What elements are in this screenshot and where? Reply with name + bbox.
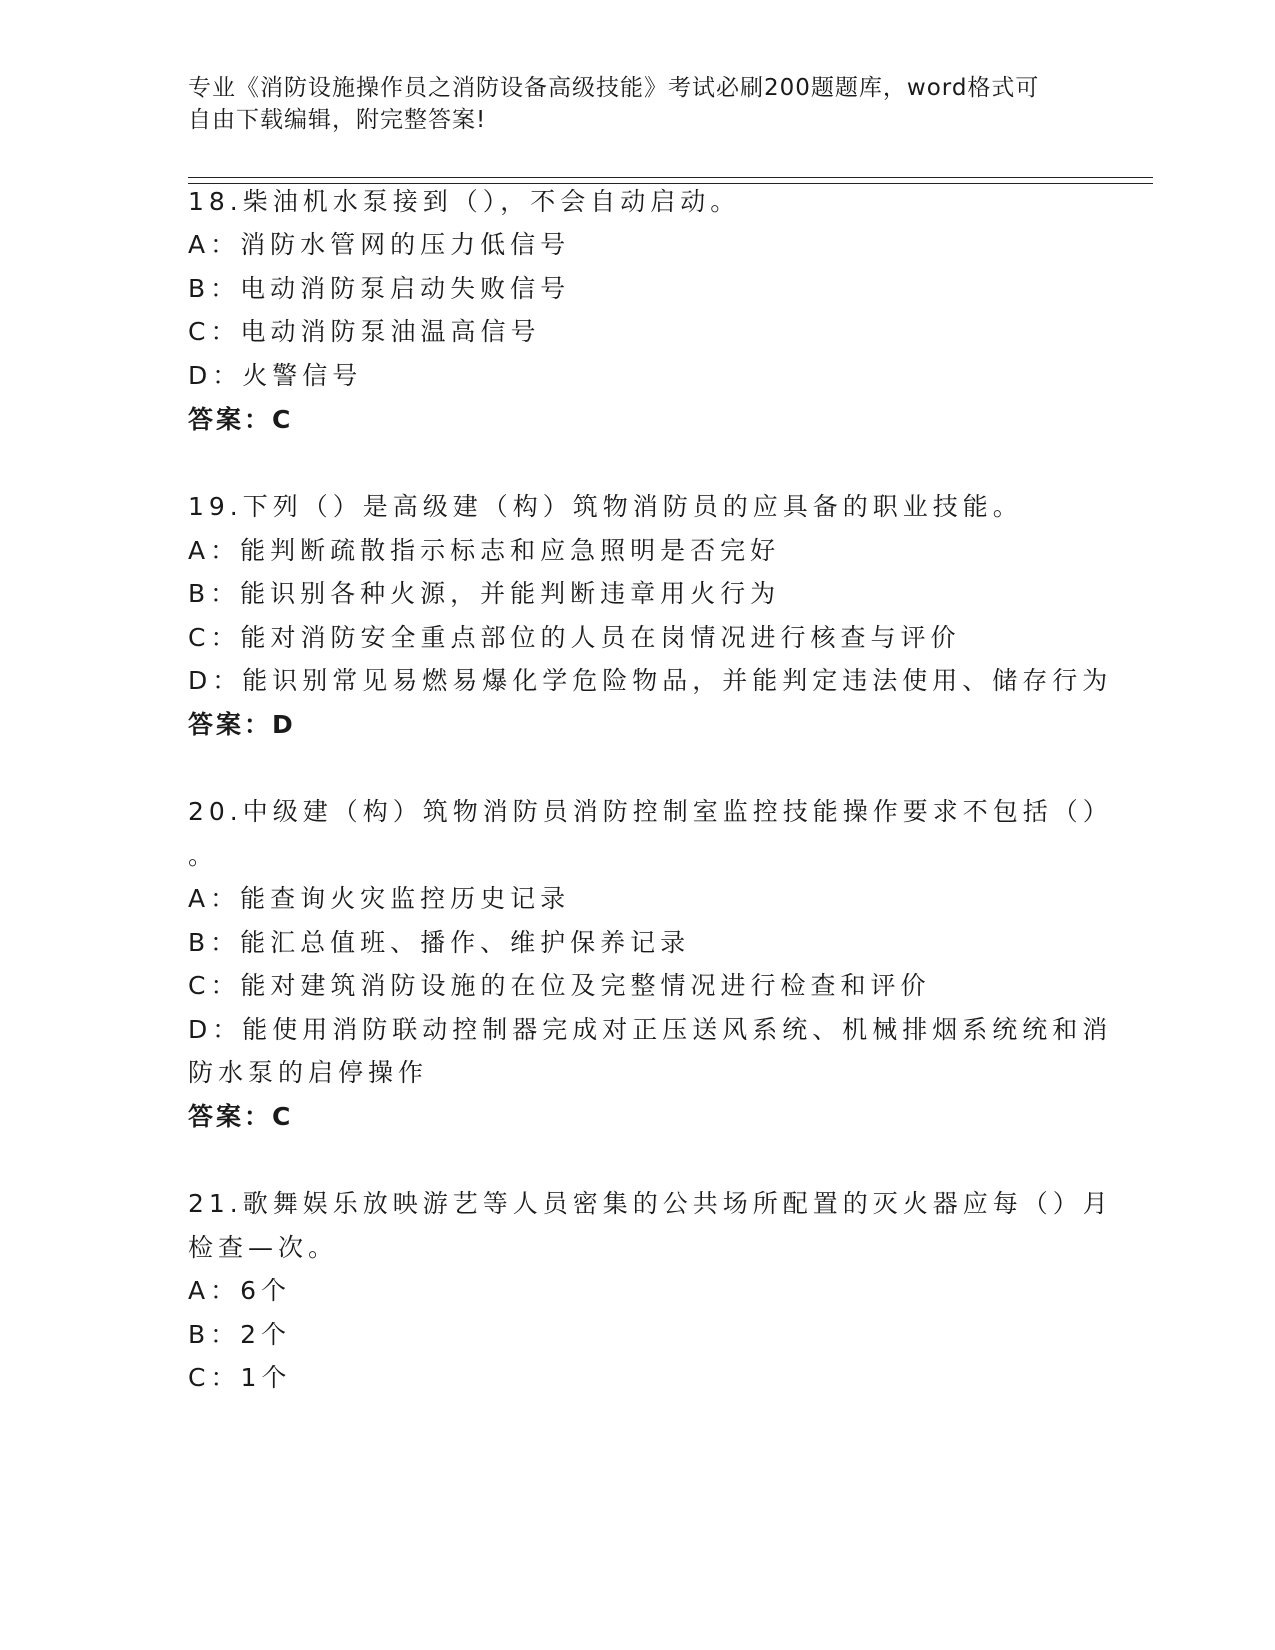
question-21-option-b: B：2个 (188, 1320, 292, 1349)
question-19-stem: 19.下列（）是高级建（构）筑物消防员的应具备的职业技能。 (188, 492, 1023, 521)
question-20-stem-continued: 。 (188, 841, 219, 870)
question-19-option-b: B：能识别各种火源，并能判断违章用火行为 (188, 579, 781, 608)
question-18-option-c: C：电动消防泵油温高信号 (188, 317, 541, 346)
question-20-option-b: B：能汇总值班、播作、维护保养记录 (188, 928, 691, 957)
question-20-stem: 20.中级建（构）筑物消防员消防控制室监控技能操作要求不包括（） (188, 797, 1113, 826)
question-19-option-c: C：能对消防安全重点部位的人员在岗情况进行核查与评价 (188, 623, 961, 652)
question-18-option-b: B：电动消防泵启动失败信号 (188, 274, 571, 303)
question-18-option-a: A：消防水管网的压力低信号 (188, 230, 571, 259)
header-divider-bottom (188, 183, 1153, 184)
question-19-option-a: A：能判断疏散指示标志和应急照明是否完好 (188, 536, 781, 565)
question-21-option-c: C：1个 (188, 1363, 292, 1392)
question-20-option-c: C：能对建筑消防设施的在位及完整情况进行检查和评价 (188, 971, 931, 1000)
question-19-answer: 答案：D (188, 710, 296, 739)
question-20-answer: 答案：C (188, 1102, 294, 1131)
question-21-stem-continued: 检查—次。 (188, 1233, 339, 1262)
question-20-option-d-continued: 防水泵的启停操作 (188, 1058, 429, 1087)
question-19-option-d: D：能识别常见易燃易爆化学危险物品，并能判定违法使用、储存行为 (188, 666, 1113, 695)
question-21-stem: 21.歌舞娱乐放映游艺等人员密集的公共场所配置的灭火器应每（）月 (188, 1189, 1113, 1218)
question-21-option-a: A：6个 (188, 1276, 292, 1305)
question-18-answer: 答案：C (188, 405, 294, 434)
header-divider-top (188, 177, 1153, 178)
header-line-1: 专业《消防设施操作员之消防设备高级技能》考试必刷200题题库，word格式可 (188, 75, 1040, 101)
question-18-option-d: D：火警信号 (188, 361, 363, 390)
question-20-option-a: A：能查询火灾监控历史记录 (188, 884, 571, 913)
question-18-stem: 18.柴油机水泵接到（），不会自动启动。 (188, 187, 741, 216)
header-line-2: 自由下载编辑，附完整答案! (188, 107, 487, 133)
question-20-option-d: D：能使用消防联动控制器完成对正压送风系统、机械排烟系统统和消 (188, 1015, 1113, 1044)
document-header (188, 72, 1068, 136)
